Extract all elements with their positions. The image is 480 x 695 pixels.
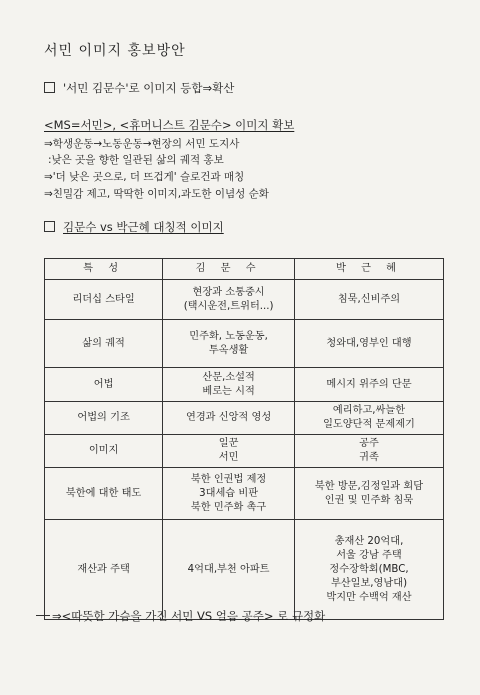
leading-dash-mark: [36, 615, 50, 616]
table-row: [45, 280, 444, 320]
checkbox-square-icon: [44, 82, 55, 93]
table-cell-kim: 일꾼 서민: [163, 435, 295, 468]
table-header-cell: 특 성: [45, 259, 163, 280]
table-row: [45, 520, 444, 620]
section-heading-ms: <MS=서민>, <휴머니스트 김문수> 이미지 확보: [44, 118, 295, 132]
table-row: [45, 368, 444, 402]
table-cell-attribute: 리더십 스타일: [45, 280, 163, 320]
table-cell-kim: 현장과 소통중시 (택시운전,트위터...): [163, 280, 295, 320]
table-cell-park: 공주 귀족: [294, 435, 443, 468]
table-cell-attribute: 이미지: [45, 435, 163, 468]
table-row: [45, 320, 444, 368]
page-title: 서민 이미지 홍보방안: [44, 43, 186, 59]
table-cell-park: 북한 방문,김정일과 회담 인권 및 민주화 침묵: [294, 468, 443, 520]
comparison-table: [44, 258, 444, 620]
table-row: [45, 402, 444, 435]
table-cell-attribute: 어법의 기조: [45, 402, 163, 435]
table-header-row: [45, 259, 444, 280]
ms-line-2: :낮은 곳을 향한 일관된 삶의 궤적 홍보: [48, 154, 224, 166]
table-cell-kim: 산문,소설적 베로는 시적: [163, 368, 295, 402]
table-cell-kim: 민주화, 노동운동, 투옥생활: [163, 320, 295, 368]
ms-line-1: ⇒학생운동→노동운동→현장의 서민 도지사: [44, 138, 240, 150]
table-cell-park: 총재산 20억대, 서울 강남 주택 정수장학회(MBC, 부산일보,영남대) 박지만 수백억 재산: [294, 520, 443, 620]
table-cell-kim: 4억대,부천 아파트: [163, 520, 295, 620]
table-cell-attribute: 북한에 대한 태도: [45, 468, 163, 520]
table-cell-park: 침묵,신비주의: [294, 280, 443, 320]
table-cell-kim: 북한 인권법 제정 3대세습 비판 북한 민주화 촉구: [163, 468, 295, 520]
table-cell-park: 메시지 위주의 단문: [294, 368, 443, 402]
ms-line-3: ⇒'더 낮은 곳으로, 더 뜨겁게' 슬로건과 매칭: [44, 171, 245, 183]
table-cell-attribute: 재산과 주택: [45, 520, 163, 620]
table-cell-kim: 연경과 신앙적 영성: [163, 402, 295, 435]
checkbox-square-icon: [44, 221, 55, 232]
table-cell-attribute: 어법: [45, 368, 163, 402]
item-image-unify-text: '서민 김문수'로 이미지 등합⇒확산: [63, 81, 235, 95]
table-header-cell: 박 근 혜: [294, 259, 443, 280]
table-header-cell: 김 문 수: [163, 259, 295, 280]
footer-conclusion: [36, 608, 325, 624]
table-cell-park: 예리하고,싸늘한 일도양단적 문제제기: [294, 402, 443, 435]
section-heading-vs-text: 김문수 vs 박근혜 대칭적 이미지: [63, 220, 224, 234]
table-cell-attribute: 삶의 궤적: [45, 320, 163, 368]
table-row: [45, 435, 444, 468]
footer-conclusion-text: ⇒<따뜻한 가슴을 가진 서민 VS 얼음 공주> 로 규정화: [52, 609, 326, 623]
ms-line-4: ⇒친밀감 제고, 딱딱한 이미지,과도한 이념성 순화: [44, 188, 269, 200]
table-cell-park: 청와대,영부인 대행: [294, 320, 443, 368]
table-row: [45, 468, 444, 520]
section-heading-vs: [44, 219, 224, 235]
item-image-unify: [44, 80, 234, 96]
